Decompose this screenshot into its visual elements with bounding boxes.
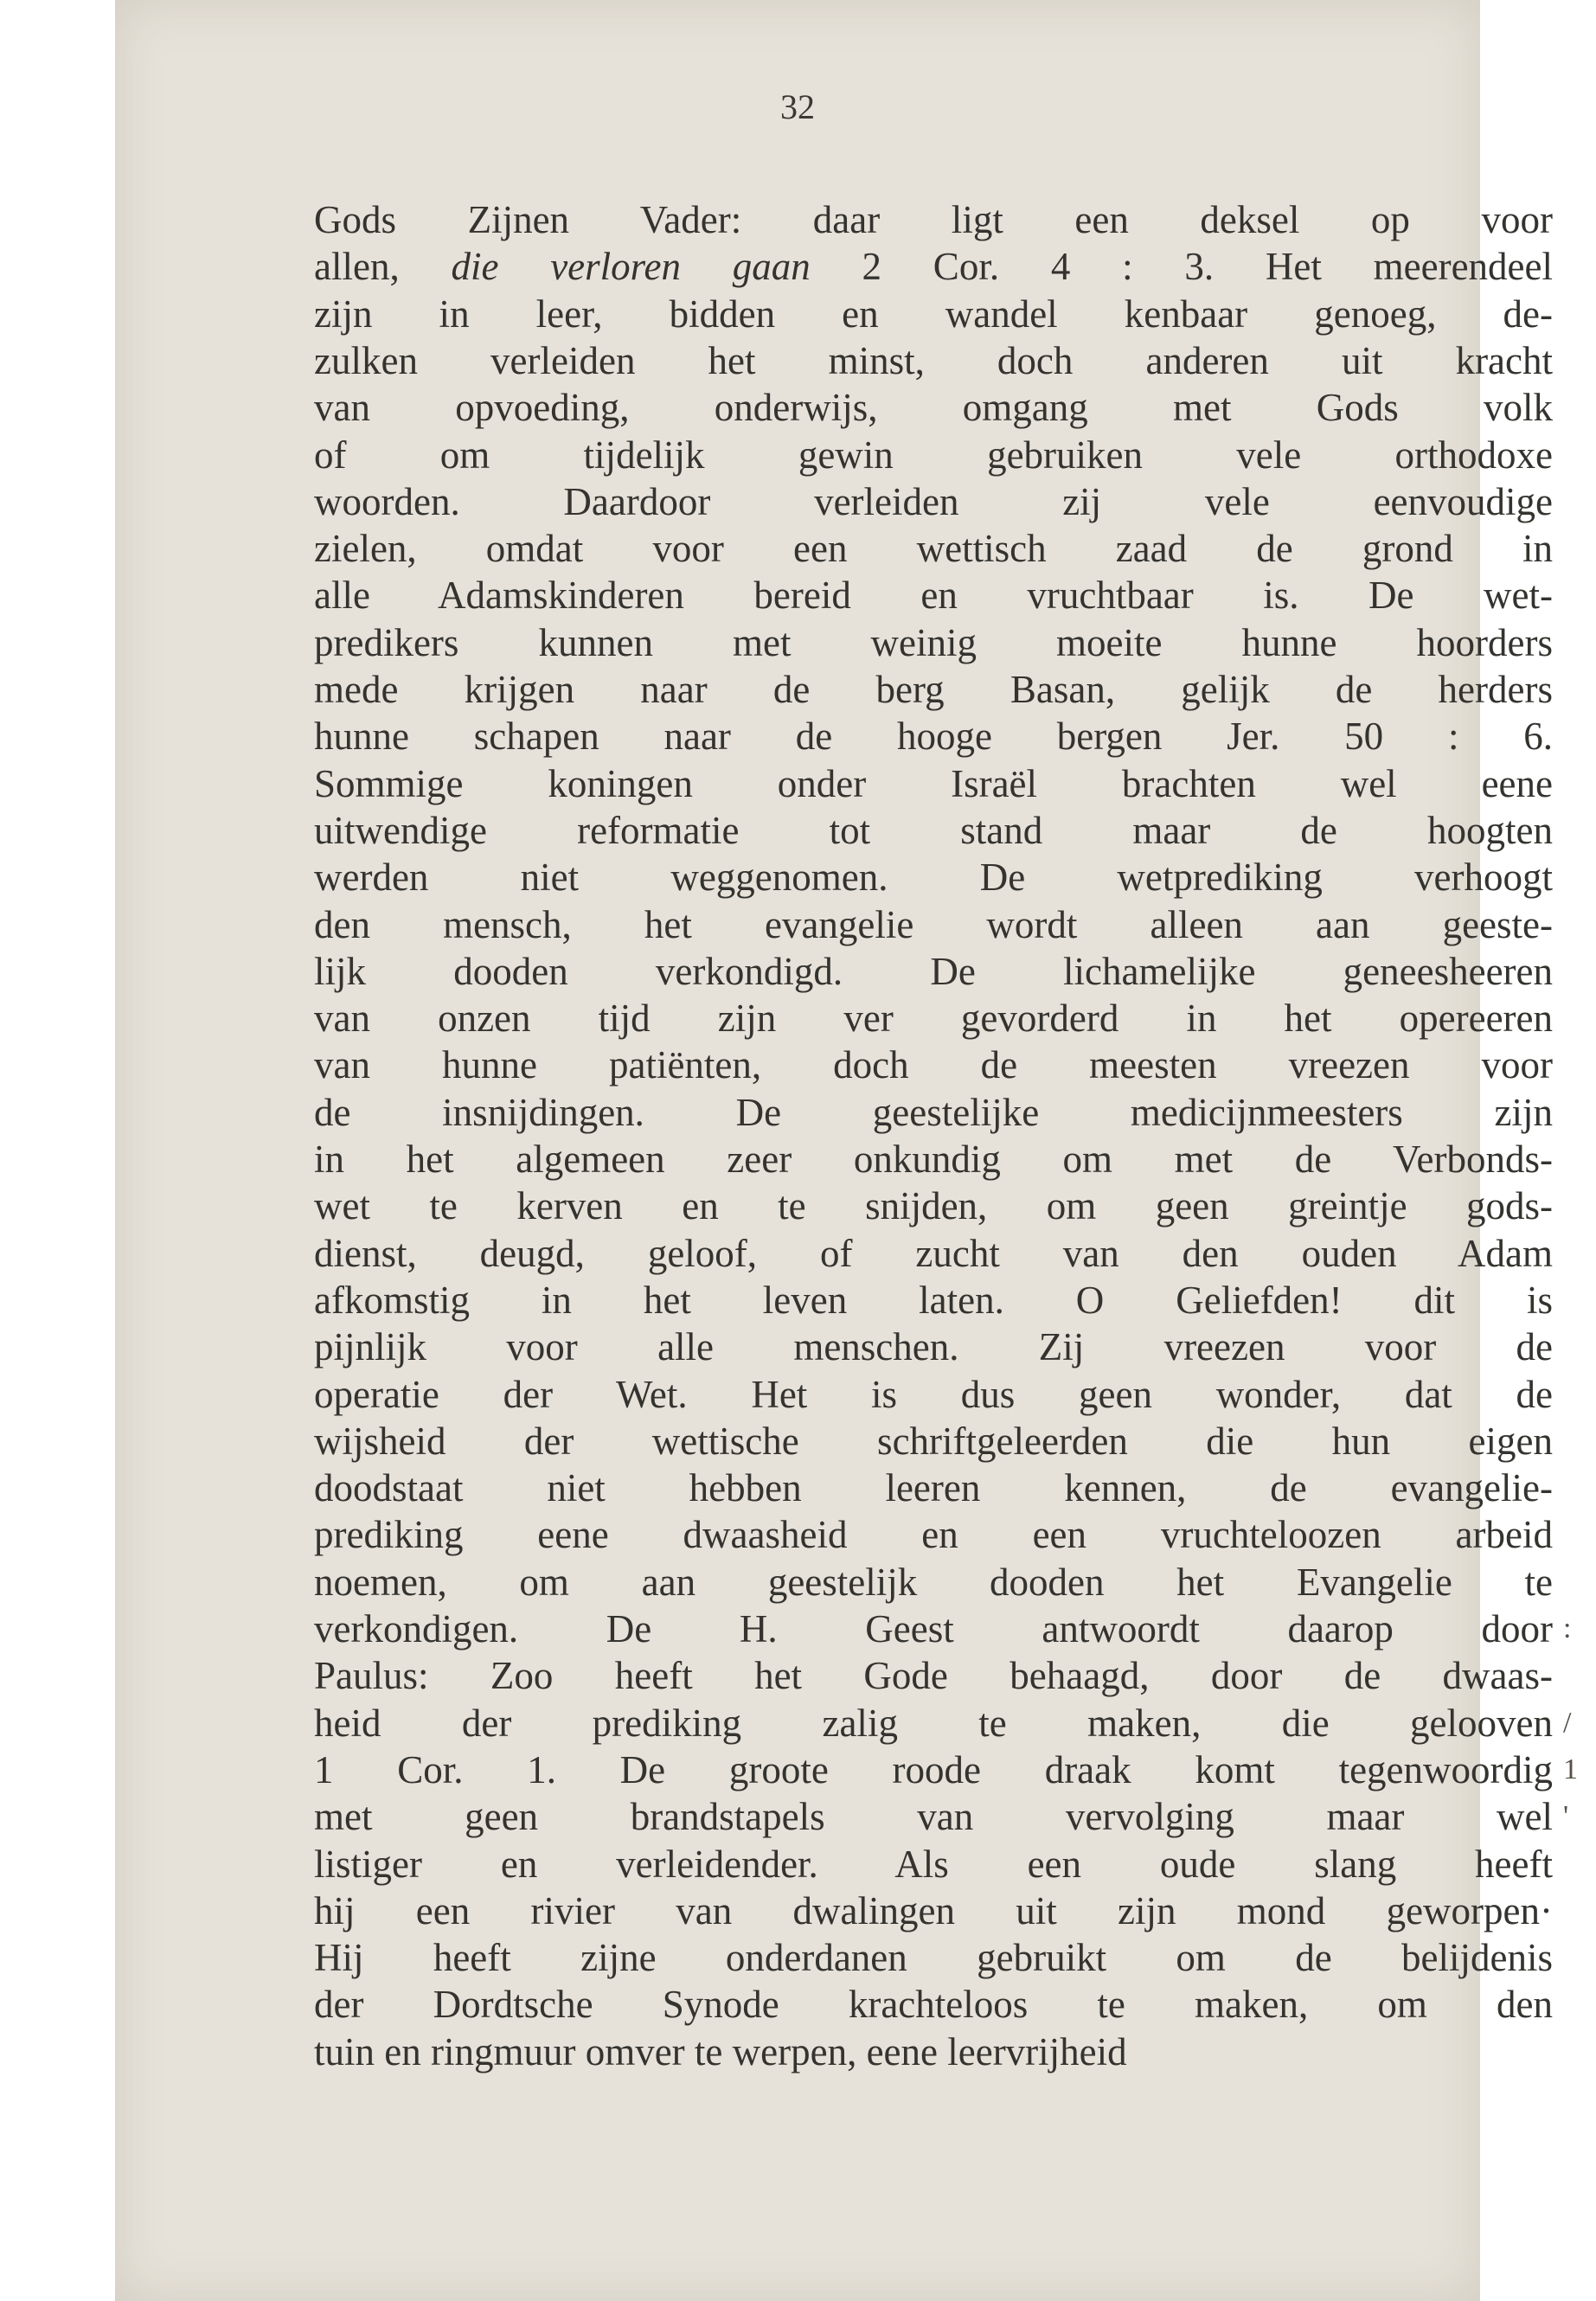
text-line: uitwendige reformatie tot stand maar de hoogten xyxy=(314,808,1553,852)
text-line: verkondigen. De H. Geest antwoordt daarop door xyxy=(314,1607,1553,1650)
text-line: 1 Cor. 1. De groote roode draak komt tegenwoordig xyxy=(314,1747,1553,1791)
text-line: dienst, deugd, geloof, of zucht van den ouden Adam xyxy=(314,1231,1553,1275)
text-line: noemen, om aan geestelijk dooden het Evangelie te xyxy=(314,1560,1553,1604)
text-line: in het algemeen zeer onkundig om met de Verbonds- xyxy=(314,1138,1553,1181)
text-line: pijnlijk voor alle menschen. Zij vreezen voor de xyxy=(314,1325,1553,1369)
text-line: zielen, omdat voor een wettisch zaad de grond in xyxy=(314,527,1553,571)
text-line: operatie der Wet. Het is dus geen wonder, dat de xyxy=(314,1372,1553,1416)
text-line: den mensch, het evangelie wordt alleen aan geeste- xyxy=(314,902,1553,946)
margin-mark: 1 xyxy=(1563,1753,1578,1785)
text-line: predikers kunnen met weinig moeite hunne hoorders xyxy=(314,620,1553,664)
text-line: hunne schapen naar de hooge bergen Jer. 50 : 6. xyxy=(314,715,1553,759)
book-page xyxy=(115,0,1578,2301)
text-line: heid der prediking zalig te maken, die gelooven xyxy=(314,1701,1553,1745)
text-line: met geen brandstapels van vervolging maar wel xyxy=(314,1795,1553,1839)
margin-mark: / xyxy=(1563,1706,1572,1739)
text-line: de insnijdingen. De geestelijke medicijnmeesters zijn xyxy=(314,1090,1553,1134)
text-line: hij een rivier van dwalingen uit zijn mond geworpen· xyxy=(314,1888,1553,1932)
page-number: 32 xyxy=(780,87,815,126)
text-line: allen, die verloren gaan 2 Cor. 4 : 3. Het meerendeel xyxy=(314,245,1553,289)
margin-mark: : xyxy=(1563,1612,1572,1644)
text-line: doodstaat niet hebben leeren kennen, de evangelie- xyxy=(314,1466,1553,1510)
text-line: van hunne patiënten, doch de meesten vreezen voor xyxy=(314,1043,1553,1087)
text-line: werden niet weggenomen. De wetprediking verhoogt xyxy=(314,856,1553,900)
text-line: wet te kerven en te snijden, om geen greintje gods- xyxy=(314,1184,1553,1228)
text-line: lijk dooden verkondigd. De lichamelijke geneesheeren xyxy=(314,949,1553,993)
text-line: tuin en ringmuur omver te werpen, eene leervrijheid xyxy=(314,2029,1127,2073)
text-line: Paulus: Zoo heeft het Gode behaagd, door de dwaas- xyxy=(314,1654,1553,1698)
text-line: prediking eene dwaasheid en een vruchteloozen arbeid xyxy=(314,1513,1553,1557)
text-line: zulken verleiden het minst, doch anderen uit kracht xyxy=(314,338,1553,382)
text-line: Gods Zijnen Vader: daar ligt een deksel op voor xyxy=(314,198,1553,241)
text-line: van onzen tijd zijn ver gevorderd in het opereeren xyxy=(314,997,1553,1041)
text-line: of om tijdelijk gewin gebruiken vele orthodoxe xyxy=(314,433,1553,477)
text-line: zijn in leer, bidden en wandel kenbaar genoeg, de- xyxy=(314,292,1553,336)
text-line: Sommige koningen onder Israël brachten wel eene xyxy=(314,761,1553,805)
text-line: Hij heeft zijne onderdanen gebruikt om de belijdenis xyxy=(314,1936,1553,1980)
margin-mark: ' xyxy=(1563,1800,1569,1833)
italic-phrase: die verloren gaan xyxy=(451,245,811,289)
text-line: van opvoeding, onderwijs, omgang met Gods volk xyxy=(314,386,1553,430)
text-line: woorden. Daardoor verleiden zij vele eenvoudige xyxy=(314,479,1553,523)
text-line: afkomstig in het leven laten. O Geliefden! dit is xyxy=(314,1278,1553,1322)
text-line: der Dordtsche Synode krachteloos te maken, om den xyxy=(314,1983,1553,2027)
text-line: alle Adamskinderen bereid en vruchtbaar is. De wet- xyxy=(314,574,1553,618)
text-line: wijsheid der wettische schriftgeleerden die hun eigen xyxy=(314,1419,1553,1463)
text-line: mede krijgen naar de berg Basan, gelijk de herders xyxy=(314,668,1553,711)
text-line: listiger en verleidender. Als een oude slang heeft xyxy=(314,1842,1553,1886)
